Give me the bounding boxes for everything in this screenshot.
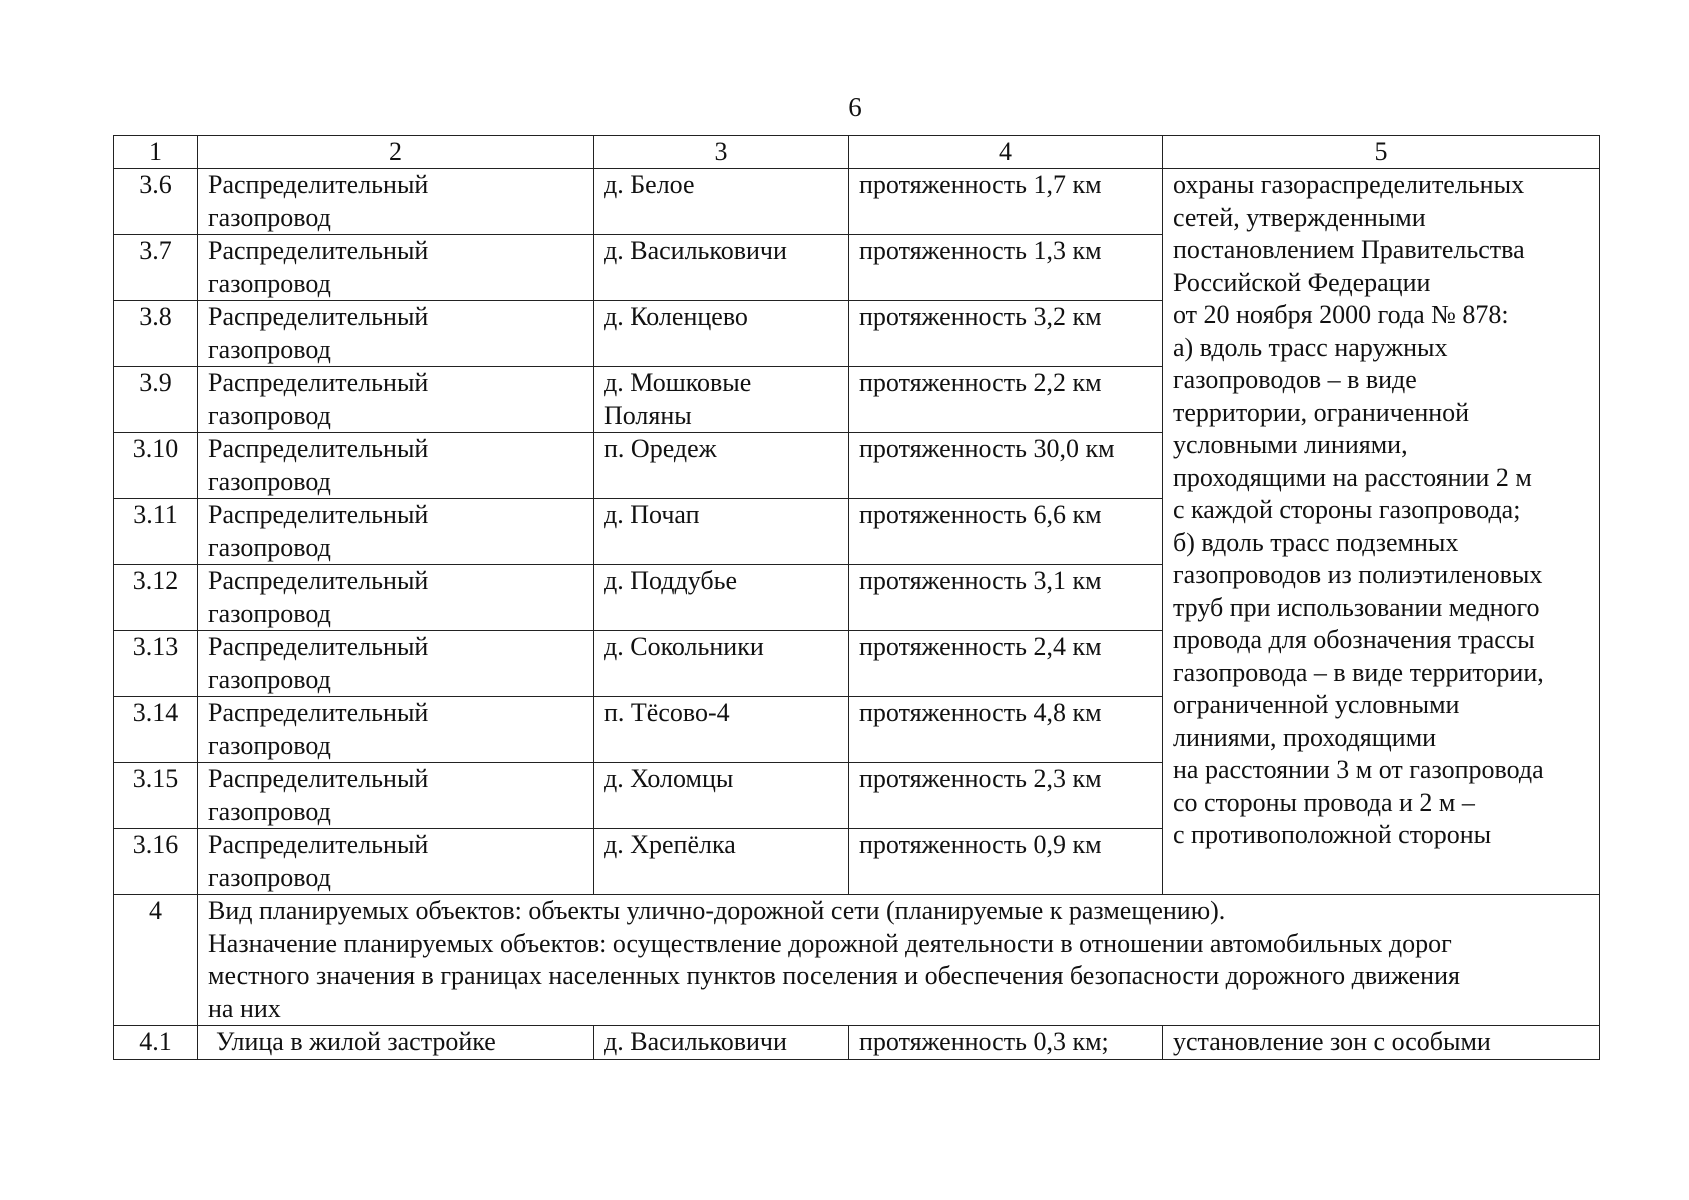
text-line: газопроводов – в виде xyxy=(1173,365,1417,394)
text-line: Поляны xyxy=(604,400,692,430)
location-cell xyxy=(594,367,849,433)
location-cell xyxy=(594,433,849,499)
text-line: газопровод xyxy=(208,796,331,826)
text-line: линиями, проходящими xyxy=(1173,722,1437,752)
text-line: д. Почап xyxy=(604,500,700,529)
text-line: Распределительный xyxy=(208,302,429,331)
zone-description-cell xyxy=(1163,169,1600,895)
section-text-cell xyxy=(198,895,1600,1026)
length-cell: протяженность 30,0 км xyxy=(849,433,1163,499)
text-line: с каждой стороны газопровода; xyxy=(1173,495,1521,524)
row-number: 3.11 xyxy=(114,499,198,565)
text-line: Распределительный xyxy=(208,764,429,793)
length-cell: протяженность 2,2 км xyxy=(849,367,1163,433)
text-line: д. Хрепёлка xyxy=(604,830,736,859)
object-name-cell xyxy=(198,631,594,697)
text-line: Распределительный xyxy=(208,236,429,265)
row-number: 3.14 xyxy=(114,697,198,763)
text-line: Распределительный xyxy=(208,830,429,859)
length-cell: протяженность 4,8 км xyxy=(849,697,1163,763)
text-line: газопровод xyxy=(208,598,331,628)
text-line: провода для обозначения трассы xyxy=(1173,625,1535,654)
text-line: газопровода – в виде территории, xyxy=(1173,657,1544,687)
length-cell: протяженность 2,3 км xyxy=(849,763,1163,829)
text-line: газопровод xyxy=(208,664,331,694)
row-number: 3.13 xyxy=(114,631,198,697)
text-line: с противоположной стороны xyxy=(1173,820,1492,849)
text-line: газопровод xyxy=(208,400,331,430)
row-number: 3.10 xyxy=(114,433,198,499)
text-line: ограниченной условными xyxy=(1173,690,1460,719)
text-line: постановлением Правительства xyxy=(1173,235,1525,264)
text-line: Распределительный xyxy=(208,566,429,595)
text-line: условными линиями, xyxy=(1173,430,1408,459)
object-name-cell xyxy=(198,301,594,367)
row-number: 3.7 xyxy=(114,235,198,301)
text-line: сетей, утвержденными xyxy=(1173,202,1426,232)
object-name-cell xyxy=(198,763,594,829)
object-name-cell xyxy=(198,169,594,235)
text-line: Российской Федерации xyxy=(1173,267,1431,297)
text-line: газопровод xyxy=(208,466,331,496)
page-number: 6 xyxy=(848,92,862,122)
length-cell: протяженность 1,3 км xyxy=(849,235,1163,301)
text-line: д. Сокольники xyxy=(604,632,764,661)
object-name-cell xyxy=(198,367,594,433)
object-name-cell xyxy=(198,697,594,763)
location-cell xyxy=(594,697,849,763)
row-number: 3.9 xyxy=(114,367,198,433)
text-line: п. Тёсово-4 xyxy=(604,698,730,727)
row-number: 4.1 xyxy=(114,1026,198,1060)
row-number: 3.12 xyxy=(114,565,198,631)
length-cell: протяженность 3,2 км xyxy=(849,301,1163,367)
text-line: газопровод xyxy=(208,862,331,892)
text-line: газопровод xyxy=(208,268,331,298)
text-line: труб при использовании медного xyxy=(1173,592,1540,622)
text-line: Распределительный xyxy=(208,434,429,463)
text-line: п. Оредеж xyxy=(604,434,717,463)
length-cell: протяженность 0,9 км xyxy=(849,829,1163,895)
text-line: д. Холомцы xyxy=(604,764,734,793)
text-line: газопровод xyxy=(208,730,331,760)
location-cell xyxy=(594,235,849,301)
location-cell xyxy=(594,829,849,895)
text-line: а) вдоль трасс наружных xyxy=(1173,332,1448,362)
object-name-cell xyxy=(198,235,594,301)
text-line: со стороны провода и 2 м – xyxy=(1173,787,1475,817)
section-number: 4 xyxy=(114,895,198,1026)
object-name-cell xyxy=(198,433,594,499)
row-number: 3.8 xyxy=(114,301,198,367)
text-line: д. Мошковые xyxy=(604,368,752,397)
text-line: д. Васильковичи xyxy=(604,236,787,265)
length-cell: протяженность 0,3 км; xyxy=(849,1026,1163,1060)
section-row xyxy=(114,895,1600,1026)
text-line: на расстоянии 3 м от газопровода xyxy=(1173,755,1544,784)
text-line: газопровод xyxy=(208,532,331,562)
text-line: проходящими на расстоянии 2 м xyxy=(1173,462,1532,492)
object-name-cell xyxy=(198,499,594,565)
text-line: территории, ограниченной xyxy=(1173,397,1470,427)
header-cell: 3 xyxy=(594,136,849,169)
table-row xyxy=(114,1026,1600,1060)
header-cell: 4 xyxy=(849,136,1163,169)
text-line: Распределительный xyxy=(208,170,429,199)
text-line: Распределительный xyxy=(208,632,429,661)
text-line: д. Коленцево xyxy=(604,302,748,331)
row-number: 3.16 xyxy=(114,829,198,895)
header-cell: 5 xyxy=(1163,136,1600,169)
location-cell xyxy=(594,499,849,565)
table-row xyxy=(114,169,1600,235)
object-name-cell: Улица в жилой застройке xyxy=(198,1026,594,1060)
text-line: на них xyxy=(208,993,281,1023)
text-line: местного значения в границах населенных пунктов поселения и обеспечения безопасности дорожного движения xyxy=(208,961,1460,990)
text-line: д. Белое xyxy=(604,170,695,199)
location-cell xyxy=(594,631,849,697)
text-line: д. Поддубье xyxy=(604,566,737,595)
header-cell: 2 xyxy=(198,136,594,169)
location-cell xyxy=(594,763,849,829)
text-line: Назначение планируемых объектов: осуществление дорожной деятельности в отношении автомобильных дорог xyxy=(208,928,1452,958)
length-cell: протяженность 6,6 км xyxy=(849,499,1163,565)
location-cell xyxy=(594,565,849,631)
text-line: Распределительный xyxy=(208,698,429,727)
length-cell: протяженность 2,4 км xyxy=(849,631,1163,697)
text-line: газопровод xyxy=(208,334,331,364)
text-line: газопроводов из полиэтиленовых xyxy=(1173,560,1543,589)
row-number: 3.15 xyxy=(114,763,198,829)
text-line: Распределительный xyxy=(208,368,429,397)
location-cell xyxy=(594,169,849,235)
text-line: Распределительный xyxy=(208,500,429,529)
row-number: 3.6 xyxy=(114,169,198,235)
text-line: газопровод xyxy=(208,202,331,232)
text-line: б) вдоль трасс подземных xyxy=(1173,527,1459,557)
location-cell xyxy=(594,301,849,367)
zone-description-cell: установление зон с особыми xyxy=(1163,1026,1600,1060)
text-line: Вид планируемых объектов: объекты улично-дорожной сети (планируемые к размещению). xyxy=(208,896,1226,925)
length-cell: протяженность 1,7 км xyxy=(849,169,1163,235)
object-name-cell xyxy=(198,565,594,631)
location-cell: д. Васильковичи xyxy=(594,1026,849,1060)
text-line: от 20 ноября 2000 года № 878: xyxy=(1173,300,1509,329)
document-table xyxy=(113,135,1600,1060)
header-row xyxy=(114,136,1600,169)
object-name-cell xyxy=(198,829,594,895)
length-cell: протяженность 3,1 км xyxy=(849,565,1163,631)
header-cell: 1 xyxy=(114,136,198,169)
text-line: охраны газораспределительных xyxy=(1173,170,1525,199)
